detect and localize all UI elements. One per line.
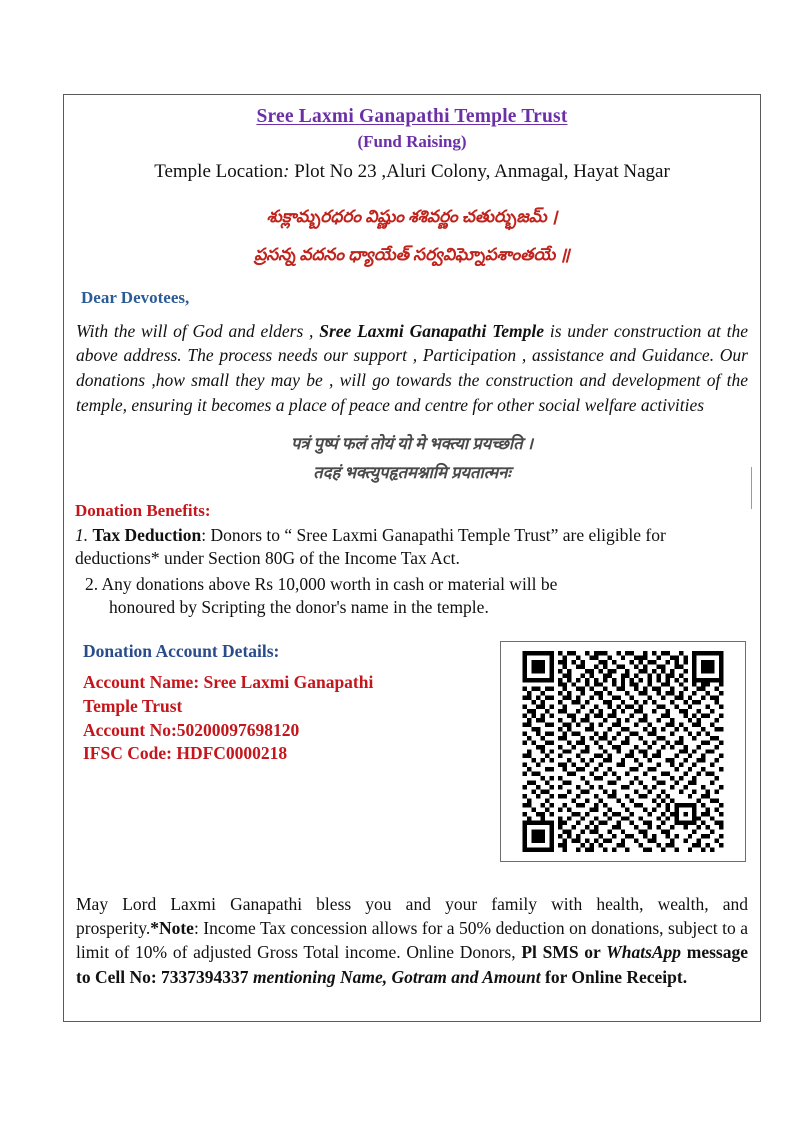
- telugu-shloka-line-1: శుక్లామ్బరధరం విష్ణుం శశివర్ణం చతుర్భుజమ్ ।: [266, 206, 558, 226]
- account-details-values: [83, 671, 488, 765]
- benefit-2-line-1: 2. Any donations above Rs 10,000 worth in cash or material will be: [85, 573, 558, 594]
- donation-account-section: [75, 641, 749, 862]
- footer-sms-label: Pl SMS or: [521, 942, 607, 963]
- page-title: Sree Laxmi Ganapathi Temple Trust: [256, 106, 568, 127]
- document-page-border: [63, 94, 761, 1022]
- benefit-item-2: [75, 573, 749, 620]
- donation-benefits-heading: Donation Benefits:: [75, 500, 211, 520]
- temple-location-line: [75, 160, 749, 184]
- account-number: Account No:50200097698120: [83, 719, 300, 740]
- devanagari-shloka: [75, 431, 749, 487]
- telugu-shloka: [75, 204, 749, 269]
- footer-part-3: message to Cell No: 7337394337: [76, 942, 748, 987]
- page-subtitle: (Fund Raising): [357, 132, 467, 152]
- account-details-heading: Donation Account Details:: [83, 641, 280, 662]
- qr-code-box: [500, 641, 746, 862]
- appeal-part-1: With the will of God and elders ,: [76, 320, 320, 341]
- temple-location-colon: :: [283, 160, 290, 182]
- footer-part-1: May Lord Laxmi Ganapathi bless you and your family with health, wealth, and prosperity.: [76, 894, 748, 939]
- footer-whatsapp-label: WhatsApp: [606, 942, 682, 963]
- benefit-1-number: 1.: [75, 525, 93, 546]
- ifsc-code: IFSC Code: HDFC0000218: [83, 743, 288, 764]
- footer-blessing-note: [75, 892, 749, 989]
- footer-part-2: : Income Tax concession allows for a 50% deduction on donations, subject to a limit of 10% of adjusted Gross Total income. Online Donors,: [76, 918, 748, 963]
- appeal-temple-name: Sree Laxmi Ganapathi Temple: [319, 320, 545, 341]
- scan-artifact-mark: [751, 467, 752, 509]
- devanagari-shloka-line-2: तदहं भक्त्युपहृतमश्नामि प्रयतात्मनः: [313, 463, 511, 483]
- benefit-item-1: [75, 524, 749, 571]
- devanagari-shloka-line-1: पत्रं पुष्पं फलं तोयं यो मे भक्त्या प्रयच्छति ।: [290, 433, 533, 453]
- salutation: Dear Devotees,: [81, 288, 190, 308]
- qr-code-icon: [510, 651, 736, 852]
- account-name-line-1: Account Name: Sree Laxmi Ganapathi: [83, 672, 374, 693]
- account-name-line-2: Temple Trust: [83, 695, 183, 716]
- temple-location-value: Plot No 23 ,Aluri Colony, Anmagal, Hayat Nagar: [289, 160, 670, 182]
- telugu-shloka-line-2: ప్రసన్న వదనం ధ్యాయేత్ సర్వవిఘ్నోపశాంతయే ॥: [254, 244, 570, 264]
- footer-note-label: *Note: [150, 918, 194, 939]
- account-details-column: [75, 641, 488, 766]
- benefit-2-line-2: honoured by Scripting the donor's name in the temple.: [109, 596, 489, 617]
- temple-location-label: Temple Location: [154, 160, 284, 182]
- footer-part-4: for Online Receipt.: [540, 966, 688, 987]
- appeal-paragraph: [75, 319, 749, 418]
- footer-mention-label: mentioning Name, Gotram and Amount: [252, 966, 541, 987]
- benefit-1-text: : Donors to “ Sree Laxmi Ganapathi Temple Trust” are eligible for deductions* under Section 80G of the Income Tax Act.: [75, 525, 666, 569]
- appeal-part-2: is under construction at the above address. The process needs our support , Participation , assistance and Guidance. Our donations ,how small they may be , will go towards the construction and development of the temple, ensuring it becomes a place of peace and centre for other social welfare activities: [76, 320, 748, 416]
- benefit-1-label: Tax Deduction: [92, 525, 202, 546]
- document-content: [64, 95, 760, 1021]
